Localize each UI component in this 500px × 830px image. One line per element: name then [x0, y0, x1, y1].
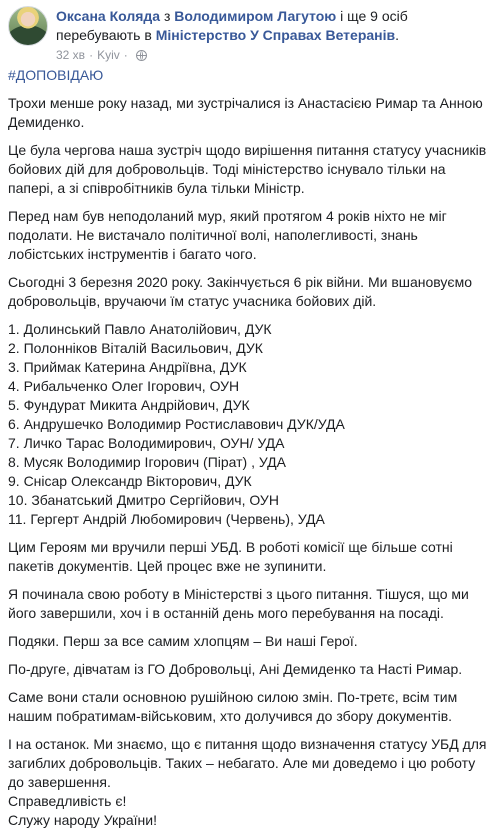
- post-meta: [56, 47, 408, 63]
- list-item: 11. Гергерт Андрій Любомирович (Червень), УДА: [8, 511, 325, 527]
- paragraph: Сьогодні 3 березня 2020 року. Закінчується 6 рік війни. Ми вшановуємо добровольців, вручаючи їм статус учасника бойових дій.: [8, 274, 472, 309]
- list-item: 8. Мусяк Володимир Ігорович (Пірат) , УДА: [8, 454, 286, 470]
- paragraph: Я починала свою роботу в Міністерстві з цього питання. Тішуся, що ми його завершили, хоч і в останній день мого перебування на посаді.: [8, 586, 469, 621]
- meta-separator: ·: [89, 48, 94, 62]
- paragraph: Це була чергова наша зустріч щодо вирішення питання статусу учасників бойових дій для добровольців. Тоді міністерство існувало тільки на папері, а зі співробітників була тільки Міністр.: [8, 142, 487, 196]
- paragraph: Трохи менше року назад, ми зустрічалися із Анастасією Римар та Анною Демиденко.: [8, 95, 483, 130]
- globe-icon[interactable]: [136, 50, 147, 61]
- list-item: 3. Приймак Катерина Андріївна, ДУК: [8, 359, 247, 375]
- list-item: 1. Долинський Павло Анатолійович, ДУК: [8, 321, 272, 337]
- author-name-link[interactable]: Оксана Коляда: [56, 8, 161, 24]
- paragraph: Цим Героям ми вручили перші УБД. В роботі комісії ще більше сотні пакетів документів. Цей процес вже не зупинити.: [8, 539, 453, 574]
- author-avatar[interactable]: [8, 6, 48, 46]
- closing-block: [8, 735, 492, 830]
- list-item: 9. Снісар Олександр Вікторович, ДУК: [8, 473, 252, 489]
- place-link[interactable]: Міністерство У Справах Ветеранів: [155, 27, 396, 43]
- meta-separator-2: ·: [123, 48, 128, 62]
- list-item: 7. Личко Тарас Володимирович, ОУН/ УДА: [8, 435, 285, 451]
- paragraph: Перед нам був неподоланий мур, який протягом 4 років ніхто не міг подолати. Не вистачало політичної волі, наполегливості, знань лобістських інструментів і багато чого.: [8, 208, 447, 262]
- paragraph: І на останок. Ми знаємо, що є питання щодо визначення статусу УБД для загиблих добровольців. Таких – небагато. Але ми доведемо і цю роботу до завершення.: [8, 736, 487, 790]
- others-link[interactable]: і ще 9 осіб: [336, 8, 408, 24]
- paragraph: По-друге, дівчатам із ГО Добровольці, Ані Демиденко та Насті Римар.: [8, 661, 463, 677]
- with-prefix: з: [160, 8, 175, 24]
- location-link[interactable]: Kyiv: [97, 48, 120, 62]
- list-item: 2. Полонніков Віталій Васильович, ДУК: [8, 340, 263, 356]
- list-item: 5. Фундурат Микита Андрійович, ДУК: [8, 397, 250, 413]
- paragraph: Служу народу України!: [8, 812, 157, 828]
- tagged-person-link[interactable]: Володимиром Лагутою: [174, 8, 337, 24]
- paragraph: Саме вони стали основною рушійною силою змін. По-третє, всім тим нашим побратимам-військовим, хто долучився до збору документів.: [8, 689, 458, 724]
- list-item: 10. Збанатський Дмитро Сергійович, ОУН: [8, 492, 279, 508]
- post-body: [8, 66, 492, 830]
- list-item: 4. Рибальченко Олег Ігорович, ОУН: [8, 378, 240, 394]
- place-suffix: .: [395, 27, 399, 43]
- timestamp-link[interactable]: 32 хв: [56, 48, 86, 62]
- list-item: 6. Андрушечко Володимир Ростиславович ДУК/УДА: [8, 416, 345, 432]
- recipients-list: [8, 320, 492, 529]
- post-attribution: [56, 6, 408, 63]
- hashtag-link[interactable]: #ДОПОВІДАЮ: [8, 67, 104, 83]
- paragraph: Подяки. Перш за все самим хлопцям – Ви наші Герої.: [8, 633, 358, 649]
- at-text: перебувають в: [56, 27, 156, 43]
- paragraph: Справедливість є!: [8, 793, 127, 809]
- post-header: [8, 6, 492, 64]
